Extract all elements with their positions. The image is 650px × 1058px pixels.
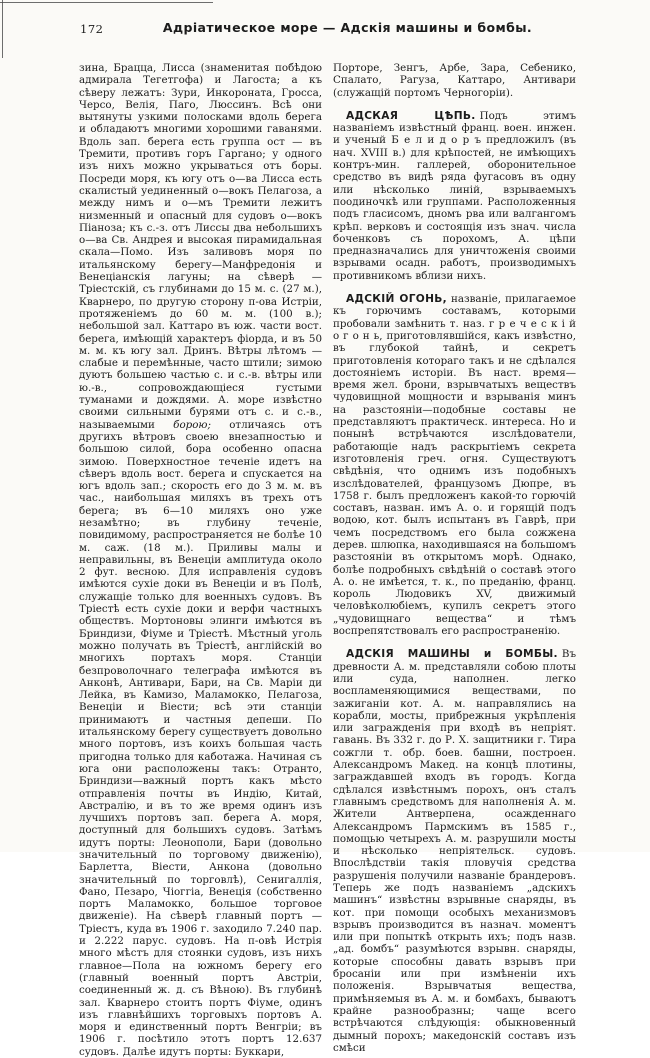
- right-column: [333, 62, 576, 1058]
- article-adskiya-mashiny-i-bomby: [333, 648, 576, 1054]
- article-text-adskaya-tsep: Подъ этимъ названіемъ извѣстный франц. воен. инжен. и ученый Б е л и д о р ъ предложилъ (въ нач. XVIII в.) для крѣпостей, не имѣющихъ контръ-мин. галлерей, оборонительное средство въ видѣ ряда фугасовъ въ одну или нѣсколько линій, взрываемыхъ поодиночкѣ или группами. Расположенныя подъ гласисомъ, дномъ рва или валгангомъ крѣп. верковъ и состоящія изъ знач. числа боченковъ съ порохомъ, А. цѣпи предназначались для уничтоженія своими взрывами осадн. работъ, производимыхъ противникомъ вблизи нихъ.: [333, 109, 577, 282]
- encyclopedia-page: [79, 20, 576, 1058]
- article-adskaya-tsep: [333, 110, 576, 282]
- article-text-adskiya-mashiny-i-bomby: Въ древности А. м. представляли собою плоты или суда, наполнен. легко воспламеняющимися веществами, по зажиганіи кот. А. м. направлялись на корабли, мосты, прибрежныя укрѣпленія или загражденія при входѣ въ непріят. гавань. Въ 332 г. до Р. Х. защитники г. Тира сожгли т. обр. боев. башни, построен. Александромъ Макед. на концѣ плотины, заграждавшей входъ въ городъ. Когда сдѣлался извѣстнымъ порохъ, онъ сталъ главнымъ средствомъ для наполненія А. м. Жители Антверпена, осажденнаго Александромъ Пармскимъ въ 1585 г., помощью четырехъ А. м. разрушили мосты и нѣсколько непріятельск. судовъ. Впослѣдствіи такія пловучія средства разрушенія получили названіе брандеровъ. Теперь же подъ названіемъ „адскихъ машинъ“ извѣстны взрывные снаряды, въ кот. при помощи особыхъ механизмовъ взрывъ производится въ назнач. моментъ или при попыткѣ открыть ихъ; подъ назв. „ад. бомбъ“ разумѣются взрывн. снаряды, которые способны давать взрывъ при бросаніи или при измѣненіи ихъ положенія. Взрывчатыя вещества, примѣняемыя въ А. м. и бомбахъ, бываютъ крайне разнообразны; чаще всего встрѣчаются слѣдующія: обыкновенный дымный порохъ; македонскій составъ изъ смѣси: [333, 648, 576, 1054]
- left-column: [79, 62, 322, 1058]
- page-header: [79, 20, 576, 38]
- page-number: 172: [80, 22, 104, 36]
- page-title: Адріатическое море — Адскія машины и бомбы.: [162, 20, 533, 35]
- article-title-adskaya-tsep: АДСКАЯ ЦѢПЬ.: [346, 109, 476, 122]
- article-adriatic-sea-continuation: зина, Брацца, Лисса (знаменитая побѣдою адмирала Тегетгофа) и Лагоста; а къ сѣверу лежатъ: Зури, Инкороната, Гросса, Черсо, Велія, Паго, Люссинъ. Всѣ они вытянуты узкими полосками вдоль берега и обладаютъ многими хорошими гаванями. Вдоль зап. берега есть группа ост — въ Тремити, противъ горъ Гаргано; у одного изъ нихъ можно укрываться отъ боры. Посреди моря, къ югу отъ о—ва Лисса есть скалистый уединенный о—вокъ Пелагоза, а между нимъ и о—мъ Тремити лежитъ низменный и опасный для судовъ о—вокъ Піаноза; къ с.-з. отъ Лиссы два небольшихъ о—ва Св. Андрея и высокая пирамидальная скала—Помо. Изъ заливовъ моря по итальянскому берегу—Манфредонія и Венеціанскія лагуны; на сѣверѣ — Тріестскій, съ глубинами до 15 м. с. (27 м.), Кварнеро, по другую сторону п-ова Истріи, протяженіемъ до 60 м. м. (100 в.); небольшой зал. Каттаро въ юж. части вост. берега, имѣющій характеръ фіорда, и въ 50 м. м. къ югу зал. Дринъ. Вѣтры лѣтомъ — слабые и перемѣнные, часто штили; зимою дуютъ большею частью с. и с.-в. вѣтры или ю.-в., сопровождающіеся густыми туманами и дождями. А. море извѣстно своими сильными бурями отъ с. и с.-в., называемыми борою; отличаясь отъ другихъ вѣтровъ своею внезапностью и большою силой, бора особенно опасна зимою. Поверхностное теченіе идетъ на сѣверъ вдоль вост. берега и спускается на югъ вдоль зап.; скорость его до 3 м. м. въ час., наибольшая миляхъ въ трехъ отъ берега; въ 6—10 миляхъ оно уже незамѣтно; въ глубину теченіе, повидимому, распространяется не болѣе 10 м. саж. (18 м.). Приливы малы и неправильны, въ Венеціи амплитуда около 2 фут. весною. Для исправленія судовъ имѣются сухіе доки въ Венеціи и въ Полѣ, служащіе только для военныхъ судовъ. Въ Тріестѣ есть сухіе доки и верфи частныхъ обществъ. Мортоновы элинги имѣются въ Бриндизи, Фіуме и Тріестѣ. Мѣстный уголь можно получать въ Тріестѣ, англійскій во многихъ портахъ моря. Станціи безпроволочнаго телеграфа имѣются въ Анконѣ, Антивари, Бари, на Св. Маріи ди Лейка, въ Камизо, Маламокко, Пелагоза, Венеціи и Віести; всѣ эти станціи принимаютъ и частныя депеши. По итальянскому берегу существуетъ довольно много портовъ, изъ коихъ большая часть пригодна только для каботажа. Начиная съ юга они расположены такъ: Отранто, Бриндизи—важный портъ какъ мѣсто отправленія почты въ Индію, Китай, Австралію, и въ то же время одинъ изъ лучшихъ портовъ зап. берега А. моря, доступный для большихъ судовъ. Затѣмъ идутъ порты: Леонополи, Бари (довольно значительный по торговому движенію), Барлетта, Віести, Анкона (довольно значительный по торговлѣ), Сенигаллія, Фано, Пезаро, Чіоггіа, Венеція (собственно портъ Маламокко, большое торговое движеніе). На сѣверѣ главный портъ — Тріестъ, куда въ 1906 г. заходило 7.240 пар. и 2.222 парус. судовъ. На п-овѣ Истрія много мѣстъ для стоянки судовъ, изъ нихъ главное—Пола на южномъ берегу его (главный военный портъ Австріи, соединенный ж. д. съ Вѣною). Въ глубинѣ зал. Кварнеро стоитъ портъ Фіуме, одинъ изъ главнѣйшихъ торговыхъ портовъ А. моря и единственный портъ Венгріи; въ 1906 г. посѣтило этотъ портъ 12.637 судовъ. Далѣе идутъ порты: Буккари,: [79, 62, 322, 1058]
- scan-edge-artifact-left: [2, 0, 3, 58]
- article-title-adskiya-mashiny-i-bomby: АДСКІЯ МАШИНЫ и БОМБЫ.: [346, 648, 558, 661]
- article-adriatic-sea-continuation-end: Порторе, Зенгъ, Арбе, Зара, Себенико, Спалато, Рагуза, Каттаро, Антивари (служащій портомъ Черногоріи).: [333, 62, 576, 99]
- article-adskiy-ogon: [333, 293, 576, 637]
- scan-edge-artifact-top: [0, 2, 213, 3]
- article-title-adskiy-ogon: АДСКІЙ ОГОНЬ,: [346, 293, 447, 306]
- two-column-text-block: [79, 62, 576, 1058]
- article-text-adskiy-ogon: названіе, прилагаемое къ горючимъ составамъ, которыми пробовали замѣнить т. наз. г р е ч е с к і й о г о н ь, приготовлявшійся, какъ извѣстно, въ глубокой тайнѣ, и секретъ приготовленія котораго такъ и не сдѣлался достояніемъ исторіи. Въ наст. время—время жел. брони, взрывчатыхъ веществъ чудовищной мощности и взрыванія минъ на разстояніи—подобные составы не представляютъ практическ. интереса. Но и понынѣ встрѣчаются изслѣдователи, работающіе надъ раскрытіемъ секрета изготовленія греч. огня. Существуютъ свѣдѣнія, что однимъ изъ подобныхъ изслѣдователей, французомъ Дюпре, въ 1758 г. былъ предложенъ какой-то горючій составъ, назван. имъ А. о. и горящій подъ водою, кот. былъ испытанъ въ Гаврѣ, при чемъ посредствомъ его была сожжена дерев. шлюпка, находившаяся на большомъ разстояніи въ открытомъ морѣ. Однако, болѣе подробныхъ свѣдѣній о составѣ этого А. о. не имѣется, т. к., по преданію, франц. король Людовикъ XV, движимый человѣколюбіемъ, купилъ секретъ этого „чудовищнаго вещества“ и тѣмъ воспрепятствовалъ его распространенію.: [333, 293, 576, 638]
